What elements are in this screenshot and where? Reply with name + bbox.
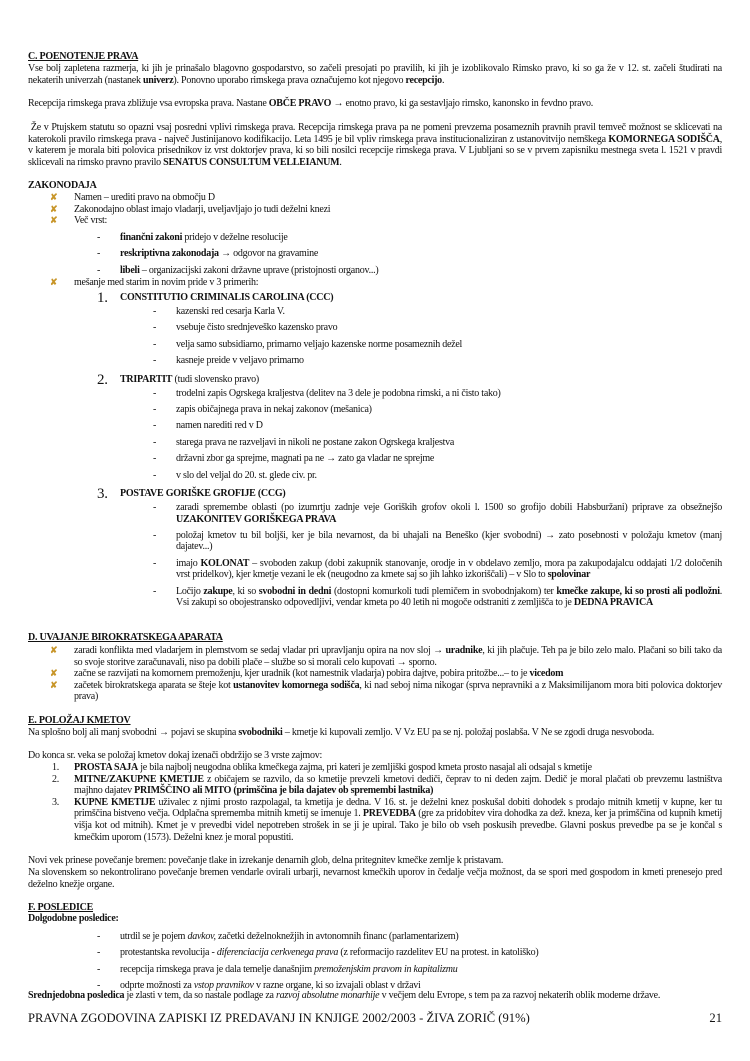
list-item — [52, 762, 722, 774]
list-item-text — [120, 931, 722, 943]
text-run: državni zbor ga sprejme, magnati pa ne → zato ga vladar ne sprejme — [176, 453, 435, 465]
list-item — [153, 502, 722, 525]
text-run: Že v Ptujskem statutu so opazni vsaj posredni vplivi rimskega prava. Recepcija rimskega prava pa ne pomeni prevzema posameznih pravnih pravil temveč možnost se sklicevati na katerokoli pravilo rimskega prava - največ Justinijanovo kodifikacijo. Leta 1495 je bil vpliv rimskega prava institucionaliziran z ustanovitvijo nemškega — [28, 122, 722, 145]
text-run: Več vrst: — [74, 215, 108, 227]
dash-bullet-icon: - — [153, 403, 157, 415]
list-item-text — [176, 322, 722, 334]
section-heading-zakonodaja: ZAKONODAJA — [28, 180, 97, 191]
bold-text: libeli — [120, 264, 140, 276]
text-run: trodelni zapis Ogrskega kraljestva (delitev na 3 dele je podobna rimski, a ni čisto tako) — [176, 387, 501, 399]
text-run: zaradi spremembe oblasti (po izumrtju zadnje veje Goriških grofov okoli l. 1500 so grofijo dobili Habsburžani) priprave za obsežnejšo — [176, 501, 722, 513]
x-bullet-icon: ✘ — [50, 679, 58, 690]
list-item-text — [74, 277, 722, 289]
text-run: začetki deželnoknežjih in avtonomnih financ (parlamentarizem) — [215, 931, 459, 942]
bold-text: KOMORNEGA SODIŠČA — [608, 133, 720, 145]
example-title — [97, 486, 722, 502]
text-run: začne se razvijati na komornem premoženju, kjer uradnik (kot namestnik vladarja) pobira dajtve, pobira pritožbe...– to je — [74, 668, 530, 680]
list-item-text — [176, 404, 722, 416]
list-item-text — [176, 470, 722, 482]
bold-text: DEDNA PRAVICA — [573, 597, 653, 609]
list-item — [97, 947, 722, 959]
list-item-text — [176, 306, 722, 318]
bold-text: POSTAVE GORIŠKE GROFIJE (CCG) — [120, 487, 286, 499]
italic-text: razvoj absolutne monarhije — [276, 990, 380, 1001]
bold-text: TRIPARTIT — [120, 373, 173, 385]
x-bullet-icon: ✘ — [50, 215, 58, 226]
dash-bullet-icon: - — [97, 931, 101, 942]
text-run: kasneje preide v veljavo primarno — [176, 355, 304, 367]
dash-bullet-icon: - — [97, 232, 101, 243]
list-item-text — [176, 558, 722, 581]
text-run: Recepcija rimskega prava zbližuje vsa evropska prava. Nastane — [28, 98, 269, 109]
page-footer — [28, 1011, 722, 1025]
numbered-list — [52, 762, 722, 843]
bold-text: univerz — [142, 74, 174, 86]
dash-bullet-icon: - — [153, 420, 157, 432]
italic-text: davkov, — [187, 931, 216, 942]
list-item — [52, 797, 722, 843]
dash-bullet-icon: - — [153, 306, 157, 317]
example-number: 2. — [97, 371, 108, 388]
text-run: Do konca sr. veka se položaj kmetov dokaj izenači obdržijo se 3 vrste zajmov: — [28, 750, 322, 761]
bold-text: kmečke zakupe, ki so prosti ali podložni — [556, 585, 720, 597]
list-number: 3. — [52, 796, 59, 808]
page-number: 21 — [709, 1011, 722, 1025]
dash-bullet-icon: - — [97, 248, 101, 260]
bold-text: Srednjedobna posledica — [28, 990, 125, 1001]
list-item — [50, 215, 722, 227]
text-run: (gre za pridobitev vira dohodka za dež. kneza, ker ja primščina od kupnih kmetij višja kot od mitnih). Kmet je v prevedbi videl nepotreben strošek in se ji je upiral. Tako je bilo ob vseh poskusih prevedbe. Glavni poskus prevedbe pa se je končal s kmečkim uporom (1573). Deželni knez je moral popustiti. — [74, 808, 723, 843]
bold-text: uradnike — [445, 645, 483, 656]
list-item — [50, 192, 722, 204]
text-run: → enotno pravo, ki ga sestavljajo rimsko, kanonsko in fevdno pravo. — [331, 98, 594, 109]
section-heading-kmetje: E. POLOŽAJ KMETOV — [28, 715, 131, 726]
list-item — [153, 437, 722, 449]
bold-text: KUPNE KMETIJE — [74, 796, 156, 808]
x-bullet-icon: ✘ — [50, 277, 58, 287]
text-run: Namen – urediti pravo na območju D — [74, 192, 215, 203]
example-title — [97, 290, 722, 306]
text-run: starega prava ne razveljavi in nikoli ne postane zakon Ogrskega kraljestva — [176, 436, 455, 448]
bold-text: reskriptivna zakonodaja — [120, 248, 219, 260]
list-item-text — [120, 265, 722, 277]
list-item — [153, 322, 722, 334]
text-run: velja samo subsidiarno, primarno veljajo kazenske norme posameznih dežel — [176, 338, 463, 350]
text-run: je bila najbolj neugodna oblika kmečkega zajma, pri kateri je zemljiški gospod kmeta prosto nasajal ali odsajal s kmetije — [138, 762, 592, 773]
text-run: – organizacijski zakoni državne uprave (pristojnosti organov...) — [139, 264, 379, 276]
list-item-text — [176, 586, 722, 609]
list-item-text — [120, 947, 722, 959]
paragraph — [28, 727, 722, 739]
list-item — [97, 232, 722, 244]
bold-text: zakupe — [203, 585, 233, 597]
list-item-text — [176, 420, 722, 432]
list-item — [153, 339, 722, 351]
list-item — [153, 530, 722, 553]
list-item-text — [74, 192, 722, 204]
text-run: . — [339, 156, 342, 168]
text-run: Na slovenskem so nekontrolirano povečanje bremen vendarle ovirali urbarji, nevarnost kmečkih uporov in čedalje večja možnost, da se spori med gospodom in kmeti prenesejo pred deželno knežje organe. — [28, 867, 722, 890]
dash-bullet-icon: - — [153, 453, 157, 465]
section-heading-posledice: F. POSLEDICE — [28, 902, 93, 913]
paragraph — [28, 855, 722, 867]
text-run: imajo — [176, 557, 201, 569]
example-title-text — [120, 372, 259, 388]
list-item-text — [74, 204, 722, 216]
list-item — [153, 558, 722, 581]
text-run: v slo del veljal do 20. st. glede civ. pr. — [176, 469, 317, 481]
dash-list — [97, 232, 722, 281]
subheading: Dolgodobne posledice: — [28, 913, 119, 924]
example-title — [97, 372, 722, 388]
bold-text: PROSTA SAJA — [74, 762, 139, 773]
bold-text: MITNE/ZAKUPNE KMETIJE — [74, 773, 204, 785]
bold-text: ustanovitev komornega sodišča — [233, 679, 360, 691]
paragraph — [28, 122, 722, 168]
bold-text: UZAKONITEV GORIŠKEGA PRAVA — [176, 513, 337, 525]
text-run: z običajem se razvilo, da so kmetije prevzeli kmetovi dediči, čeprav to ni deden zajm. Dedič je moral plačati ob prevzemu lastništva majhno dajatev — [74, 773, 722, 797]
text-run: recepcija rimskega prava je dala temelje današnjim — [120, 963, 315, 975]
paragraph — [28, 867, 722, 890]
italic-text: diferenciacija cerkvenega prava — [216, 947, 339, 959]
list-item — [153, 453, 722, 465]
bold-text: vicedom — [529, 668, 564, 680]
text-run: – kmetje ki kupovali zemljo. V Vz EU pa se nj. položaj poslabša. V Ne se zgodi druga nesvoboda. — [282, 727, 654, 738]
list-item — [153, 420, 722, 432]
x-bullet-icon: ✘ — [50, 645, 58, 655]
dash-bullet-icon: - — [153, 501, 157, 513]
example-title-text — [120, 486, 285, 502]
bullet-list — [50, 192, 722, 227]
dash-bullet-icon: - — [153, 529, 157, 541]
list-item-text — [120, 964, 722, 976]
list-item — [153, 470, 722, 482]
list-item-text — [176, 437, 722, 449]
list-item — [153, 355, 722, 367]
list-item-text — [176, 453, 722, 465]
list-item-text — [120, 232, 722, 244]
dash-bullet-icon: - — [153, 557, 157, 569]
dash-list — [153, 306, 722, 367]
text-run: položaj kmetov tu bil boljši, ker je bila nevarnost, da bi uhajali na Beneško (kjer svobodni) → zato posebnosti v položaju kmetov (manj dajatev...) — [176, 529, 722, 553]
example-title-text — [120, 290, 333, 306]
x-bullet-icon: ✘ — [50, 192, 58, 202]
italic-text: vstop pravnikov — [193, 980, 254, 992]
list-item-text — [176, 530, 722, 553]
list-item — [153, 404, 722, 416]
bold-text: SENATUS CONSULTUM VELLEIANUM — [163, 156, 340, 168]
text-run: je zlasti v tem, da so nastale podlage za — [124, 990, 276, 1001]
text-run: . Vsi zakupi so obojestransko odpovedljivi, vendar kmeta po 40 letih ni mogoče odstraniti z zemljišča to je — [176, 585, 722, 609]
text-run: (tudi slovensko pravo) — [172, 373, 259, 385]
text-run: Zakonodajno oblast imajo vladarji, uveljavljajo jo tudi deželni knezi — [74, 203, 331, 215]
footer-title: PRAVNA ZGODOVINA ZAPISKI IZ PREDAVANJ IN KNJIGE 2002/2003 - ŽIVA ZORIČ (91%) — [28, 1011, 530, 1025]
text-run: , v katerem je morala biti polovica prisednikov iz vrst doktorjev prava, ki so bili nosilci recepcije rimskega prava. V Ljubljani so se v prvem zapisniku mestnega sveta l. 1521 v pravdi sklicevali na rimsko pravno pravilo — [28, 133, 722, 168]
bold-text: spolovinar — [547, 569, 591, 581]
section-heading-uvajanje: D. UVAJANJE BIROKRATSKEGA APARATA — [28, 632, 223, 643]
bold-text: OBČE PRAVO — [268, 98, 332, 109]
example-number: 1. — [97, 290, 108, 306]
paragraph — [28, 98, 722, 110]
list-item-text — [176, 355, 722, 367]
italic-text: premoženjskim pravom in kapitalizmu — [314, 963, 458, 975]
text-run: utrdil se je pojem — [120, 931, 188, 942]
dash-bullet-icon: - — [97, 980, 101, 992]
list-item — [97, 248, 722, 260]
bold-text: svobodni in dedni — [258, 585, 332, 597]
bold-text: svobodniki — [238, 727, 283, 738]
text-run: namen narediti red v D — [176, 420, 263, 432]
dash-bullet-icon: - — [97, 947, 101, 959]
dash-bullet-icon: - — [153, 469, 157, 481]
list-item-text — [176, 388, 722, 400]
list-item — [153, 388, 722, 400]
dash-list — [153, 388, 722, 482]
text-run: Ločijo — [176, 585, 204, 597]
example-number: 3. — [97, 485, 108, 502]
list-number: 2. — [52, 773, 59, 785]
text-run: – svoboden zakup (dobi zakupnik stanovanje, orodje in v obdelavo zemljo, mora pa zakupodajalcu oddajati 1/2 določenih vrst pridelkov), kjer kmetje vezani le ek (neugodno za kmete saj so jih lahko izkoriščali) – v Slo to — [176, 557, 722, 581]
list-item — [50, 680, 722, 703]
text-run: začetek birokratskega aparata se šteje kot — [74, 679, 234, 691]
list-number: 1. — [52, 762, 59, 773]
numbered-examples — [97, 290, 722, 614]
paragraph — [28, 750, 722, 762]
dash-bullet-icon: - — [153, 338, 157, 350]
list-item — [50, 668, 722, 680]
text-run: pridejo v deželne resolucije — [182, 232, 288, 243]
text-run: (dostopni komurkoli tudi plemičem in svobodnjakom) ter — [331, 585, 557, 597]
list-item — [97, 964, 722, 976]
list-item — [50, 277, 722, 289]
bold-text: KOLONAT — [200, 557, 250, 569]
text-run: (z reformacijo razdelitev EU na protest. in katoliško) — [338, 947, 539, 959]
bullet-list — [50, 277, 722, 289]
list-item-text — [176, 502, 722, 525]
bold-text: finančni zakoni — [120, 232, 183, 243]
bold-text: PREVEDBA — [362, 808, 416, 820]
list-item — [153, 306, 722, 318]
text-run: Vse bolj zapletena razmerja, ki jih je prinašalo blagovno gospodarstvo, so začeli presojati po pravilih, ki jih je izoblikovalo Rimsko pravo, ki so ga že v 12. st. začeli študirati na nekaterih univerzah (nastanek — [28, 63, 722, 86]
list-item — [97, 265, 722, 277]
list-item-text — [74, 797, 722, 843]
list-item-text — [74, 645, 722, 668]
text-run: Na splošno bolj ali manj svobodni → pojavi se skupina — [28, 727, 239, 738]
text-run: → odgovor na gravamine — [218, 248, 319, 260]
paragraph — [28, 63, 722, 86]
text-run: v večjem delu Evrope, s tem pa za razvoj nekaterih oblik moderne države. — [379, 990, 661, 1001]
list-item-text — [74, 668, 722, 680]
bold-text: CONSTITUTIO CRIMINALIS CAROLINA (CCC) — [120, 292, 334, 303]
text-run: , ki jih plačuje. Teh pa je bilo zelo malo. Plačani so bili tako da so svoje storitve zaračunavali, niso pa dobili plače – službe so si morali celo kupovati → sporno. — [74, 645, 722, 668]
text-run: v razne organe, ki so izvajali oblast v državi — [253, 980, 421, 992]
bold-text: PRIMŠČINO ali MITO (primščina je bila dajatev ob spremembi lastnika) — [134, 785, 434, 797]
list-item-text — [74, 215, 722, 227]
text-run: , ki nad seboj nima nikogar (sprva nepravniki a z Maksimilijanom mora biti polovica doktorjev prava) — [74, 679, 722, 703]
dash-list — [97, 931, 722, 997]
x-bullet-icon: ✘ — [50, 203, 58, 214]
text-run: uživalec z njimi prosto razpolagal, ta kmetija je dedna. V 16. st. je deželni knez poskušal dobiti dohodek s prodajo mitnih kmetij v kupne, ker tu primščina bistveno večja. Odplačna sprememba mitnih kmetij se imenuje 1. — [74, 796, 722, 820]
text-run: zaradi konflikta med vladarjem in plemstvom se sedaj vladar pri upravljanju opira na nov sloj → — [74, 645, 446, 656]
text-run: kazenski red cesarja Karla V. — [176, 306, 285, 317]
text-run: protestantska revolucija - — [120, 947, 217, 959]
dash-bullet-icon: - — [97, 963, 101, 975]
text-run: vsebuje čisto srednjeveško kazensko pravo — [176, 322, 338, 334]
list-item — [97, 931, 722, 943]
text-run: zapis običajnega prava in nekaj zakonov (mešanica) — [176, 403, 372, 415]
section-heading-poenotenje: C. POENOTENJE PRAVA — [28, 51, 139, 62]
dash-list — [153, 502, 722, 609]
text-run: , ki so — [232, 585, 259, 597]
dash-bullet-icon: - — [153, 585, 157, 597]
paragraph — [28, 990, 722, 1002]
dash-bullet-icon: - — [153, 355, 157, 367]
dash-bullet-icon: - — [153, 436, 157, 448]
list-item-text — [74, 762, 722, 774]
list-item-text — [74, 774, 722, 797]
text-run: Novi vek prinese povečanje bremen: povečanje tlake in izrekanje denarnih glob, delna pritegnitev kmečke zemlje k pristavam. — [28, 855, 504, 866]
bold-text: recepcijo — [405, 74, 442, 86]
list-item-text — [120, 248, 722, 260]
dash-bullet-icon: - — [153, 322, 157, 334]
list-item-text — [74, 680, 722, 703]
text-run: . — [441, 74, 445, 86]
list-item — [153, 586, 722, 609]
list-item — [52, 774, 722, 797]
list-item — [50, 645, 722, 668]
text-run: ). Ponovno uporabo rimskega prava označujemo kot njegovo — [173, 74, 406, 86]
dash-bullet-icon: - — [153, 387, 157, 399]
text-run: mešanje med starim in novim pride v 3 primerih: — [74, 277, 259, 288]
bullet-list — [50, 645, 722, 703]
list-item-text — [176, 339, 722, 351]
x-bullet-icon: ✘ — [50, 668, 58, 679]
dash-bullet-icon: - — [97, 264, 101, 276]
list-item — [50, 204, 722, 216]
text-run: odprte možnosti za — [120, 980, 194, 992]
